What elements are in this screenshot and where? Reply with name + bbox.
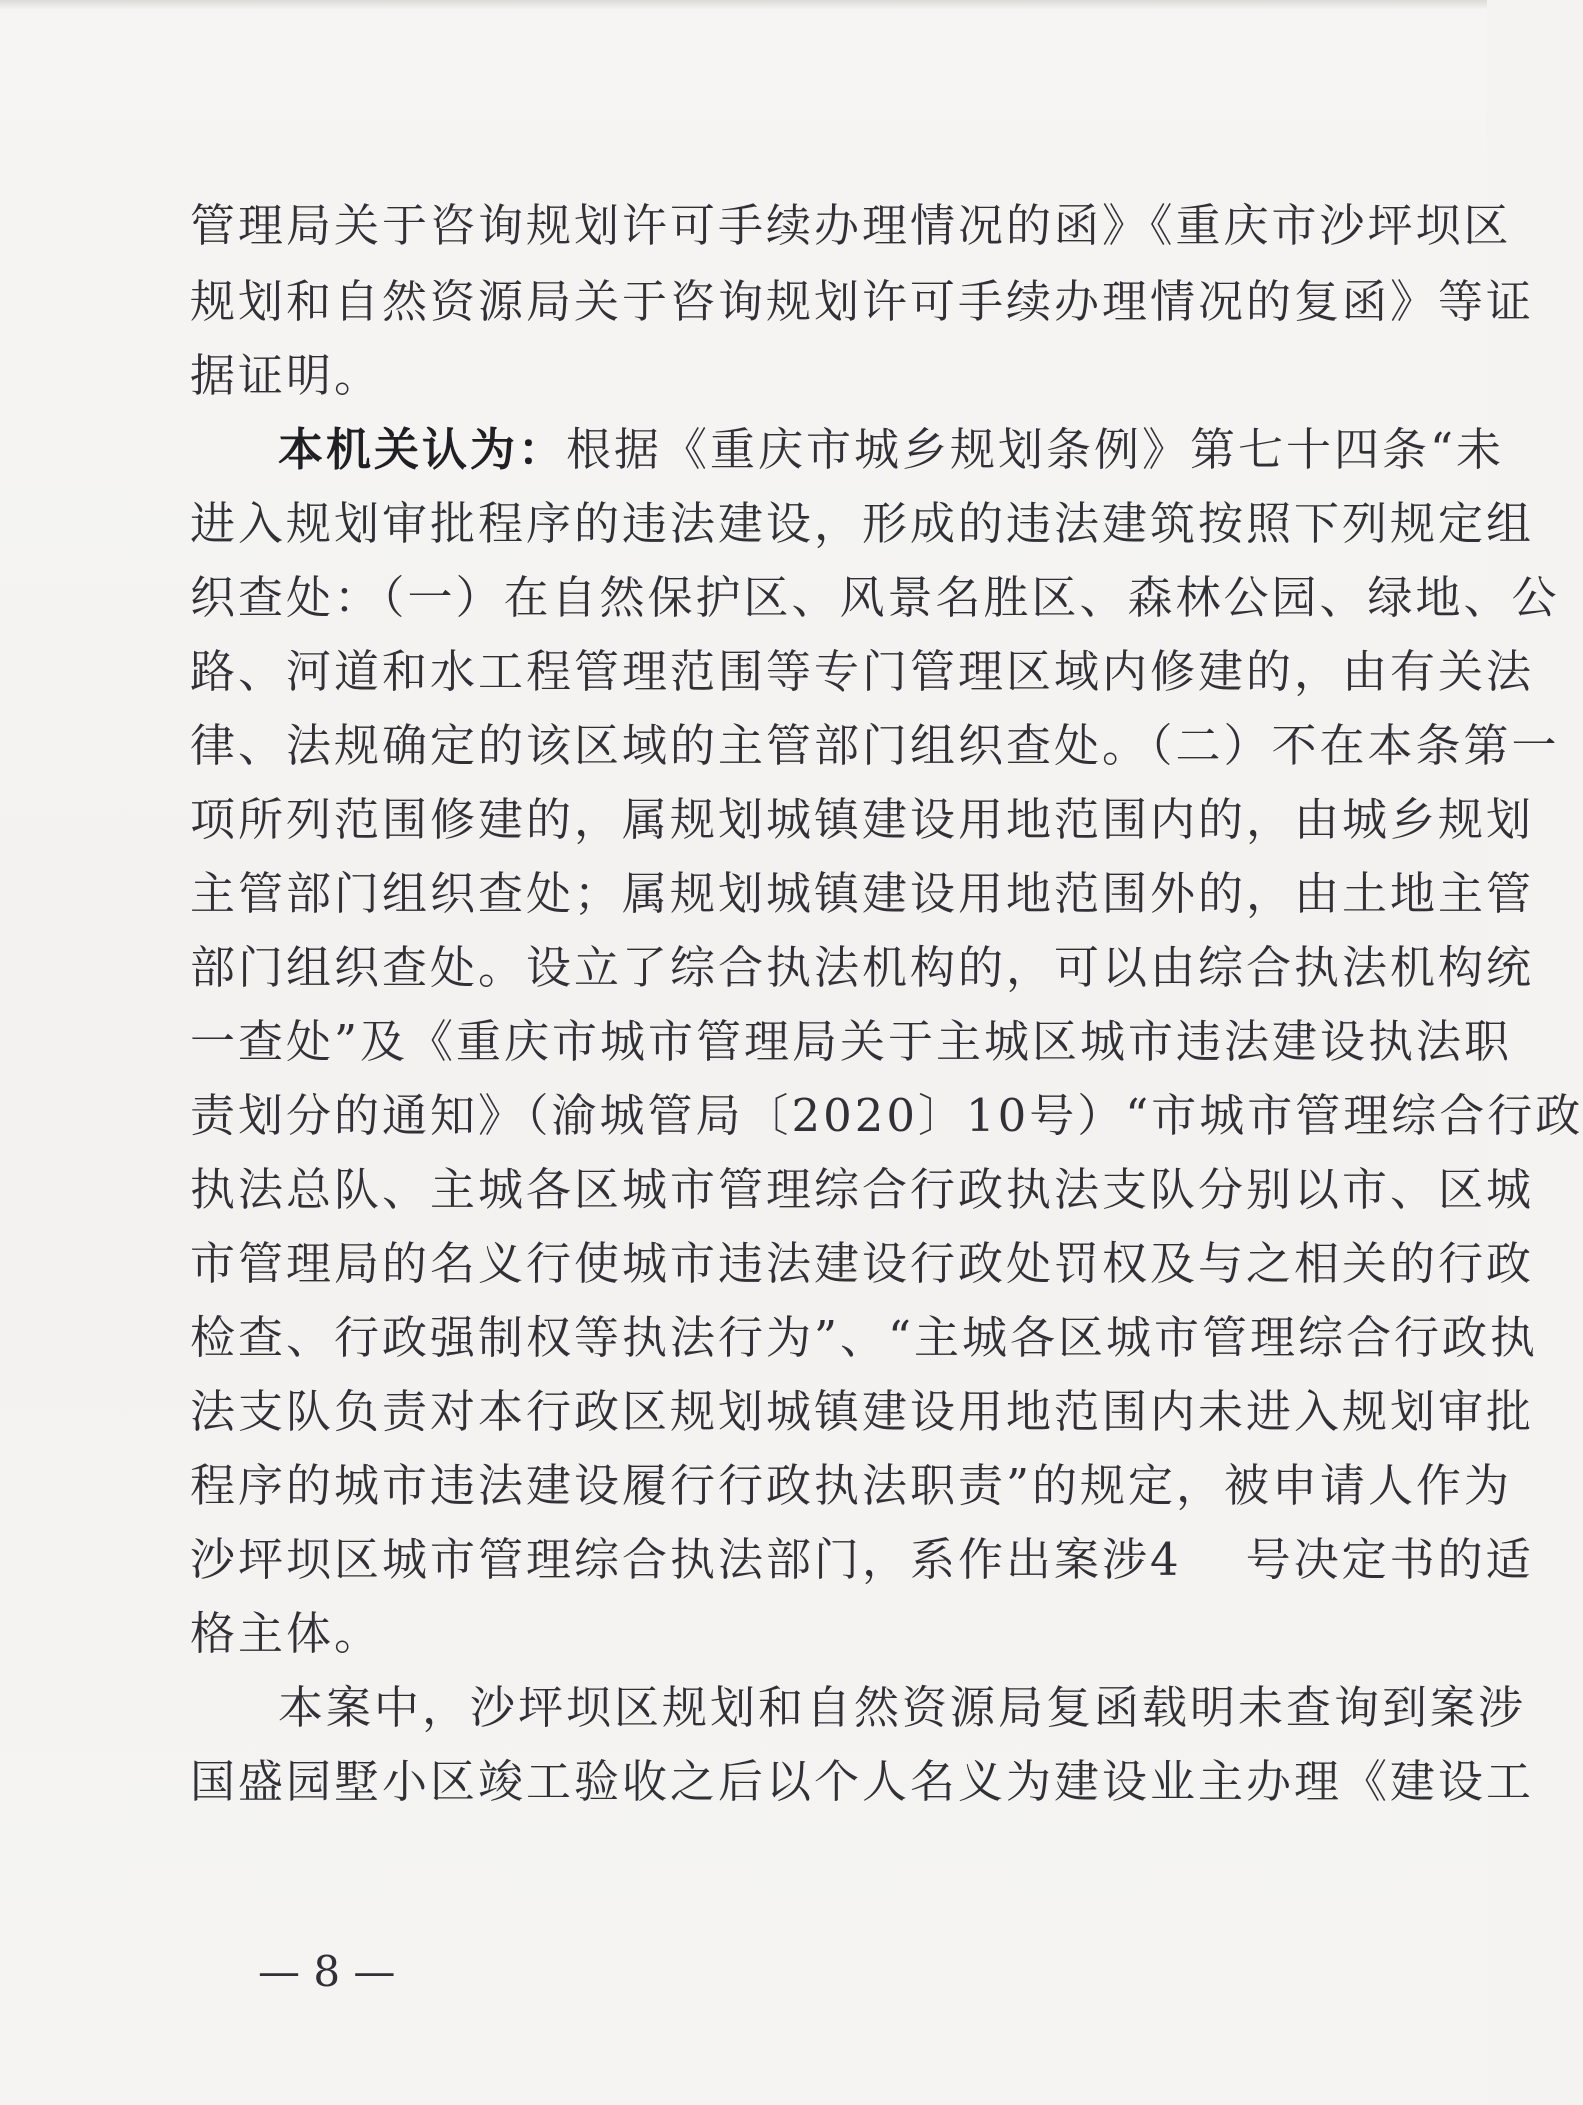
text-line-11: 部门组织查处。设立了综合执法机构的，可以由综合执法机构统 [190,941,1535,994]
text-line-1: 管理局关于咨询规划许可手续办理情况的函》《重庆市沙坪坝区 [190,199,1512,252]
text-line-9: 项所列范围修建的，属规划城镇建设用地范围内的，由城乡规划 [190,793,1535,846]
text-line-16: 检查、行政强制权等执法行为”、“主城各区城市管理综合行政执 [190,1311,1539,1364]
text-line-10: 主管部门组织查处；属规划城镇建设用地范围外的，由土地主管 [190,867,1535,920]
bold-lead-text: 本机关认为： [278,423,567,476]
scan-top-edge [0,0,1487,10]
text-line-19-part-a: 沙坪坝区城市管理综合执法部门，系作出案涉4 [190,1533,1182,1586]
text-line-2: 规划和自然资源局关于咨询规划许可手续办理情况的复函》等证 [190,275,1535,328]
text-line-12: 一查处”及《重庆市城市管理局关于主城区城市违法建设执法职 [190,1015,1513,1068]
text-line-8: 律、法规确定的该区域的主管部门组织查处。（二）不在本条第一 [190,719,1560,772]
text-line-13: 责划分的通知》（渝城管局〔2020〕10号）“市城市管理综合行政 [190,1089,1583,1142]
text-line-4: 根据《重庆市城乡规划条例》第七十四条“未 [566,423,1505,476]
text-line-5: 进入规划审批程序的违法建设，形成的违法建筑按照下列规定组 [190,497,1535,550]
text-line-3: 据证明。 [190,349,383,402]
text-line-17: 法支队负责对本行政区规划城镇建设用地范围内未进入规划审批 [190,1385,1535,1438]
text-line-15: 市管理局的名义行使城市违法建设行政处罚权及与之相关的行政 [190,1237,1535,1290]
page-number: — 8 — [258,1947,396,1996]
text-line-20: 格主体。 [190,1607,383,1660]
text-line-14: 执法总队、主城各区城市管理综合行政执法支队分别以市、区城 [190,1163,1535,1216]
text-line-7: 路、河道和水工程管理范围等专门管理区域内修建的，由有关法 [190,645,1535,698]
text-line-19-container [190,1532,1534,1588]
text-line-6: 织查处：（一）在自然保护区、风景名胜区、森林公园、绿地、公 [190,571,1560,624]
text-line-19-part-b: 号决定书的适 [1245,1533,1534,1586]
paragraph-opening-line [278,422,1505,478]
text-line-22: 国盛园墅小区竣工验收之后以个人名义为建设业主办理《建设工 [190,1755,1535,1808]
text-line-21: 本案中，沙坪坝区规划和自然资源局复函载明未查询到案涉 [278,1681,1527,1734]
text-line-18: 程序的城市违法建设履行行政执法职责”的规定，被申请人作为 [190,1459,1513,1512]
